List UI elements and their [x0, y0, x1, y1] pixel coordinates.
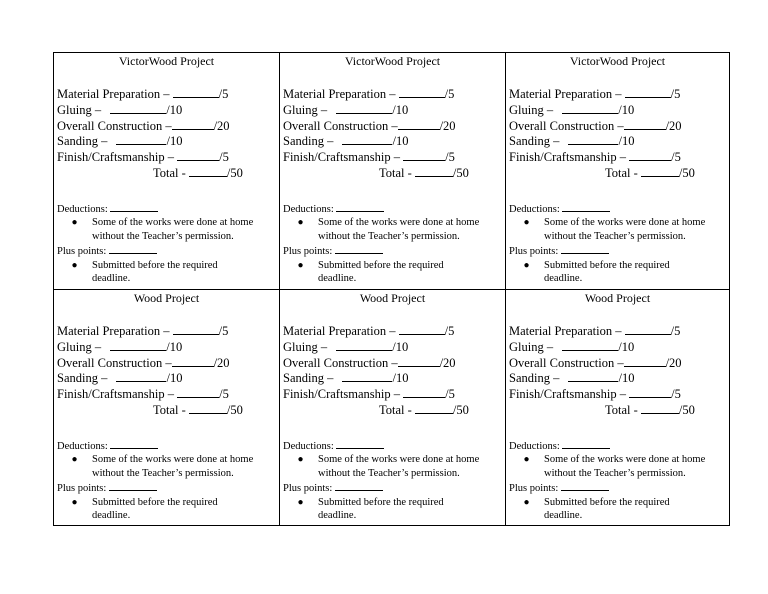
criteria-row — [283, 355, 505, 371]
plus-label: Plus points: — [283, 245, 335, 257]
score-blank — [624, 118, 666, 130]
criteria-row — [509, 86, 729, 102]
score-blank — [189, 165, 227, 177]
criteria-row — [283, 118, 505, 134]
score-blank — [399, 323, 445, 335]
criteria-label: Gluing – — [57, 102, 105, 117]
score-blank — [116, 133, 166, 145]
plus-blank — [109, 244, 157, 254]
score-blank — [336, 339, 392, 351]
score-blank — [415, 165, 453, 177]
criteria-row — [509, 370, 729, 386]
deductions-row — [283, 439, 505, 454]
plus-item — [57, 259, 279, 286]
criteria-row — [57, 323, 279, 339]
deductions-blank — [336, 439, 384, 449]
criteria-row — [509, 355, 729, 371]
deductions-blank — [336, 202, 384, 212]
score-blank — [398, 355, 440, 367]
criteria-row — [57, 133, 279, 149]
notes-section — [506, 202, 729, 286]
criteria-label: Sanding – — [57, 134, 111, 149]
score-blank — [342, 370, 392, 382]
plus-row — [57, 244, 279, 259]
criteria-max: /20 — [439, 118, 456, 133]
criteria-row — [57, 339, 279, 355]
score-blank — [172, 355, 214, 367]
bullet-icon: ● — [523, 259, 530, 271]
plus-blank — [335, 244, 383, 254]
score-blank — [173, 86, 219, 98]
criteria-row — [283, 102, 505, 118]
criteria-label: Overall Construction – — [57, 355, 172, 370]
deductions-label: Deductions: — [57, 440, 111, 452]
criteria-max: /5 — [218, 87, 229, 101]
total-max: /50 — [452, 165, 469, 180]
deductions-label: Deductions: — [283, 440, 337, 452]
criteria-max: /20 — [213, 118, 230, 133]
plus-item — [283, 496, 505, 523]
plus-label: Plus points: — [57, 245, 109, 257]
deductions-label: Deductions: — [509, 440, 563, 452]
deductions-label: Deductions: — [283, 203, 337, 215]
plus-row — [283, 244, 505, 259]
criteria-row — [509, 149, 729, 165]
criteria-max: /20 — [439, 355, 456, 370]
criteria-max: /10 — [392, 339, 409, 354]
deductions-item — [509, 453, 729, 480]
score-blank — [189, 402, 227, 414]
card-title: Wood Project — [133, 291, 200, 305]
deductions-row — [509, 439, 729, 454]
criteria-max: /10 — [618, 134, 635, 149]
score-blank — [110, 339, 166, 351]
criteria-label: Material Preparation – — [283, 324, 399, 338]
bullet-icon: ● — [297, 259, 304, 271]
criteria-row — [57, 86, 279, 102]
score-blank — [625, 86, 671, 98]
plus-row — [509, 481, 729, 496]
criteria-row — [283, 149, 505, 165]
criteria-max: /5 — [445, 387, 455, 402]
card-title: VictorWood Project — [569, 54, 666, 68]
criteria-label: Material Preparation – — [57, 87, 173, 101]
score-blank — [177, 149, 219, 161]
criteria-label: Overall Construction – — [509, 355, 624, 370]
deductions-blank — [562, 202, 610, 212]
criteria-row — [283, 339, 505, 355]
criteria-label: Finish/Craftsmanship – — [283, 150, 404, 165]
deductions-item — [57, 216, 279, 243]
criteria-list — [506, 323, 729, 418]
total-label: Total - — [153, 402, 189, 417]
bullet-icon: ● — [297, 454, 304, 466]
criteria-row — [57, 102, 279, 118]
criteria-max: /20 — [213, 355, 230, 370]
plus-note: Submitted before the required deadline. — [92, 496, 218, 522]
total-max: /50 — [226, 165, 243, 180]
criteria-max: /5 — [444, 87, 455, 101]
score-blank — [629, 386, 671, 398]
criteria-max: /5 — [671, 150, 681, 165]
criteria-label: Overall Construction – — [283, 118, 398, 133]
deductions-blank — [110, 202, 158, 212]
deductions-note: Some of the works were done at home without the Teacher’s permission. — [544, 454, 706, 480]
plus-note: Submitted before the required deadline. — [92, 259, 218, 285]
score-blank — [399, 86, 445, 98]
plus-blank — [561, 481, 609, 491]
criteria-list — [54, 86, 279, 181]
criteria-label: Finish/Craftsmanship – — [509, 150, 630, 165]
total-max: /50 — [226, 402, 243, 417]
score-blank — [568, 370, 618, 382]
score-blank — [641, 402, 679, 414]
deductions-row — [57, 202, 279, 217]
total-max: /50 — [678, 402, 695, 417]
plus-blank — [335, 481, 383, 491]
deductions-item — [57, 453, 279, 480]
total-label: Total - — [379, 165, 415, 180]
bullet-icon: ● — [71, 454, 78, 466]
score-blank — [403, 149, 445, 161]
plus-note: Submitted before the required deadline. — [318, 496, 444, 522]
criteria-max: /10 — [392, 134, 409, 149]
plus-row — [283, 481, 505, 496]
score-blank — [629, 149, 671, 161]
criteria-max: /10 — [618, 339, 635, 354]
criteria-label: Material Preparation – — [57, 324, 173, 338]
criteria-label: Gluing – — [509, 339, 557, 354]
rubric-card — [280, 290, 506, 525]
criteria-row — [509, 386, 729, 402]
criteria-max: /10 — [618, 102, 635, 117]
plus-item — [509, 496, 729, 523]
deductions-blank — [110, 439, 158, 449]
criteria-row — [57, 355, 279, 371]
criteria-label: Sanding – — [283, 134, 337, 149]
rubric-card — [54, 290, 280, 525]
plus-note: Submitted before the required deadline. — [318, 259, 444, 285]
rubric-card — [506, 53, 729, 290]
bullet-icon: ● — [523, 217, 530, 229]
total-label: Total - — [379, 402, 415, 417]
score-blank — [336, 102, 392, 114]
bullet-icon: ● — [71, 259, 78, 271]
score-blank — [624, 355, 666, 367]
deductions-note: Some of the works were done at home without the Teacher’s permission. — [92, 454, 254, 480]
bullet-icon: ● — [523, 496, 530, 508]
bullet-icon: ● — [71, 217, 78, 229]
score-blank — [116, 370, 166, 382]
notes-section — [506, 439, 729, 523]
card-title: VictorWood Project — [344, 54, 441, 68]
criteria-max: /20 — [665, 355, 682, 370]
criteria-row — [57, 149, 279, 165]
criteria-label: Finish/Craftsmanship – — [283, 387, 404, 402]
deductions-item — [509, 216, 729, 243]
plus-label: Plus points: — [509, 245, 561, 257]
criteria-label: Sanding – — [57, 371, 111, 386]
plus-item — [283, 259, 505, 286]
bullet-icon: ● — [523, 454, 530, 466]
criteria-max: /5 — [219, 387, 229, 402]
total-label: Total - — [605, 402, 641, 417]
deductions-row — [283, 202, 505, 217]
score-blank — [625, 323, 671, 335]
total-row — [283, 402, 505, 418]
criteria-label: Gluing – — [283, 102, 331, 117]
plus-row — [57, 481, 279, 496]
deductions-blank — [562, 439, 610, 449]
plus-note: Submitted before the required deadline. — [544, 259, 670, 285]
plus-label: Plus points: — [509, 482, 561, 494]
criteria-list — [280, 323, 505, 418]
criteria-max: /5 — [670, 87, 681, 101]
criteria-max: /10 — [392, 102, 409, 117]
criteria-label: Finish/Craftsmanship – — [509, 387, 630, 402]
total-row — [509, 165, 729, 181]
total-label: Total - — [153, 165, 189, 180]
criteria-label: Sanding – — [509, 134, 563, 149]
criteria-max: /5 — [219, 150, 229, 165]
total-max: /50 — [678, 165, 695, 180]
deductions-item — [283, 216, 505, 243]
plus-item — [509, 259, 729, 286]
criteria-row — [509, 118, 729, 134]
notes-section — [280, 439, 505, 523]
criteria-label: Gluing – — [57, 339, 105, 354]
total-row — [509, 402, 729, 418]
criteria-row — [57, 118, 279, 134]
deductions-note: Some of the works were done at home without the Teacher’s permission. — [92, 217, 254, 243]
criteria-label: Material Preparation – — [283, 87, 399, 101]
total-max: /50 — [452, 402, 469, 417]
total-row — [57, 402, 279, 418]
plus-blank — [561, 244, 609, 254]
criteria-label: Finish/Craftsmanship – — [57, 150, 178, 165]
criteria-max: /5 — [218, 324, 229, 338]
score-blank — [342, 133, 392, 145]
rubric-card — [54, 53, 280, 290]
criteria-label: Sanding – — [283, 371, 337, 386]
score-blank — [110, 102, 166, 114]
bullet-icon: ● — [297, 496, 304, 508]
criteria-list — [280, 86, 505, 181]
criteria-row — [283, 133, 505, 149]
score-blank — [562, 339, 618, 351]
plus-note: Submitted before the required deadline. — [544, 496, 670, 522]
rubric-grid — [53, 52, 730, 526]
score-blank — [398, 118, 440, 130]
bullet-icon: ● — [297, 217, 304, 229]
criteria-row — [283, 386, 505, 402]
criteria-label: Sanding – — [509, 371, 563, 386]
criteria-row — [509, 133, 729, 149]
criteria-row — [509, 102, 729, 118]
score-blank — [403, 386, 445, 398]
criteria-max: /5 — [670, 324, 681, 338]
plus-row — [509, 244, 729, 259]
rubric-card — [506, 290, 729, 525]
criteria-max: /20 — [665, 118, 682, 133]
deductions-note: Some of the works were done at home without the Teacher’s permission. — [318, 217, 480, 243]
criteria-max: /5 — [444, 324, 455, 338]
total-row — [57, 165, 279, 181]
criteria-label: Overall Construction – — [509, 118, 624, 133]
deductions-item — [283, 453, 505, 480]
criteria-row — [283, 323, 505, 339]
deductions-label: Deductions: — [57, 203, 111, 215]
deductions-label: Deductions: — [509, 203, 563, 215]
deductions-row — [57, 439, 279, 454]
score-blank — [562, 102, 618, 114]
criteria-row — [283, 86, 505, 102]
criteria-list — [54, 323, 279, 418]
criteria-max: /10 — [166, 134, 183, 149]
criteria-max: /5 — [445, 150, 455, 165]
criteria-row — [283, 370, 505, 386]
criteria-max: /10 — [618, 371, 635, 386]
deductions-note: Some of the works were done at home without the Teacher’s permission. — [318, 454, 480, 480]
plus-label: Plus points: — [283, 482, 335, 494]
plus-blank — [109, 481, 157, 491]
criteria-max: /10 — [166, 339, 183, 354]
score-blank — [177, 386, 219, 398]
criteria-row — [57, 386, 279, 402]
plus-item — [57, 496, 279, 523]
criteria-list — [506, 86, 729, 181]
criteria-row — [57, 370, 279, 386]
criteria-max: /5 — [671, 387, 681, 402]
criteria-label: Gluing – — [283, 339, 331, 354]
score-blank — [641, 165, 679, 177]
criteria-max: /10 — [392, 371, 409, 386]
criteria-label: Gluing – — [509, 102, 557, 117]
bullet-icon: ● — [71, 496, 78, 508]
criteria-row — [509, 339, 729, 355]
criteria-label: Material Preparation – — [509, 324, 625, 338]
criteria-max: /10 — [166, 371, 183, 386]
deductions-note: Some of the works were done at home without the Teacher’s permission. — [544, 217, 706, 243]
score-blank — [172, 118, 214, 130]
total-row — [283, 165, 505, 181]
card-title: Wood Project — [584, 291, 651, 305]
score-blank — [568, 133, 618, 145]
criteria-label: Overall Construction – — [283, 355, 398, 370]
card-title: VictorWood Project — [118, 54, 215, 68]
deductions-row — [509, 202, 729, 217]
criteria-row — [509, 323, 729, 339]
rubric-card — [280, 53, 506, 290]
criteria-max: /10 — [166, 102, 183, 117]
total-label: Total - — [605, 165, 641, 180]
notes-section — [280, 202, 505, 286]
notes-section — [54, 202, 279, 286]
criteria-label: Material Preparation – — [509, 87, 625, 101]
plus-label: Plus points: — [57, 482, 109, 494]
score-blank — [415, 402, 453, 414]
score-blank — [173, 323, 219, 335]
notes-section — [54, 439, 279, 523]
criteria-label: Overall Construction – — [57, 118, 172, 133]
criteria-label: Finish/Craftsmanship – — [57, 387, 178, 402]
card-title: Wood Project — [359, 291, 426, 305]
